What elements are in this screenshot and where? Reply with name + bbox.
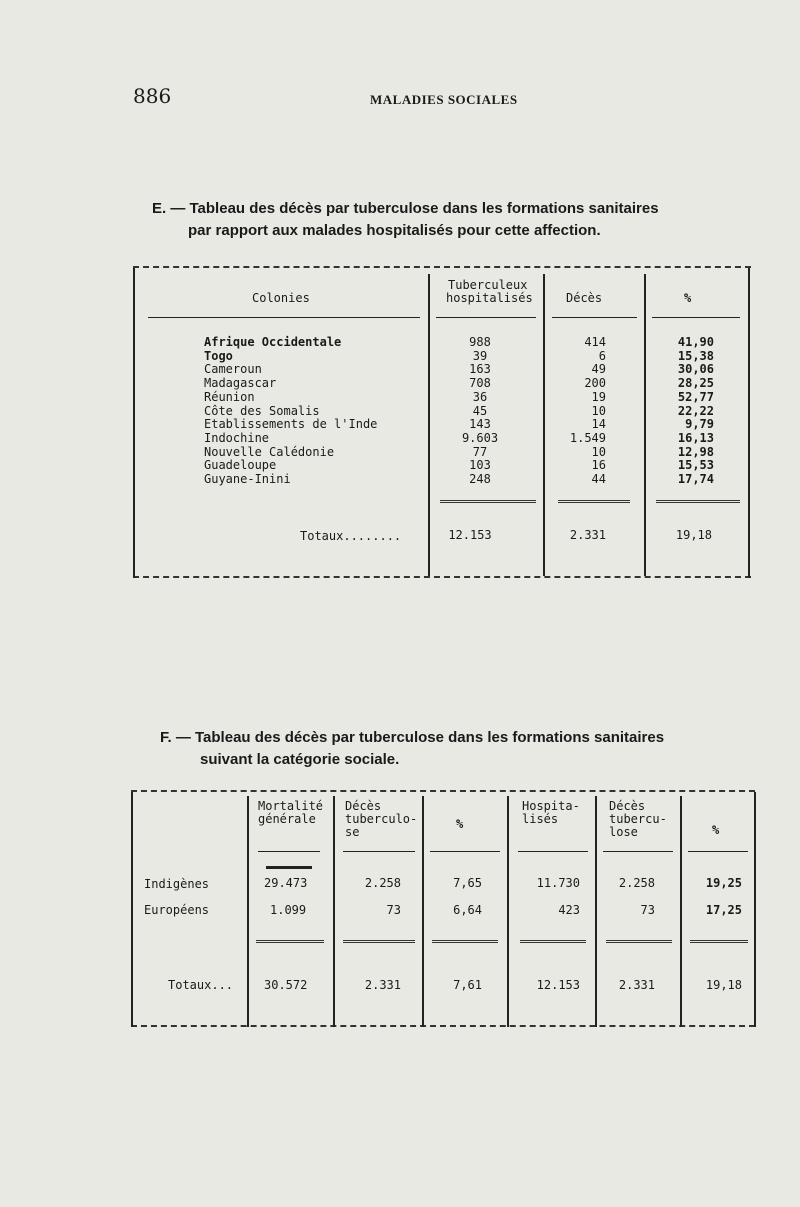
- table-e-divider-1: [428, 274, 430, 576]
- table-e-row-deces: 414: [584, 335, 606, 349]
- table-f-header-deces-3: se: [345, 825, 360, 839]
- table-e-row-colonie: Guadeloupe: [204, 458, 277, 473]
- table-f-header-percent-1: %: [456, 817, 464, 831]
- table-e-totals-percent: 19,18: [675, 528, 712, 542]
- table-e-row-hosp: 988: [469, 335, 491, 349]
- table-e-row-deces: 19: [591, 389, 606, 404]
- table-e-row-hosp: 163: [469, 362, 491, 377]
- table-e-totals-hosp: 12.153: [448, 528, 492, 542]
- running-head: MALADIES SOCIALES: [370, 92, 518, 107]
- table-e-divider-3: [644, 274, 646, 576]
- table-e-row-deces: 10: [591, 403, 606, 418]
- table-e-header-deces: Décès: [566, 291, 603, 305]
- table-e-header-colonies: Colonies: [252, 291, 310, 305]
- table-f-divider-6: [680, 796, 682, 1027]
- table-e-right-border: [748, 268, 750, 578]
- table-f-totals-percent2: 19,18: [705, 978, 742, 992]
- table-e-row-percent: 15,53: [677, 458, 714, 473]
- table-f-header-deces2-3: lose: [609, 825, 638, 839]
- table-f-row-category: Européens: [144, 903, 210, 917]
- table-f-row-mortalite: 1.099: [270, 903, 307, 917]
- table-f-row-percent: 7,65: [453, 876, 482, 890]
- table-f-top-rule: [131, 790, 755, 792]
- table-e-totals-label: Totaux........: [300, 529, 402, 543]
- table-e-header-underline-2: [436, 317, 536, 318]
- table-f-sum-rule: [690, 940, 748, 943]
- table-f-totals-percent: 7,61: [453, 978, 482, 992]
- table-e-caption: [152, 198, 752, 242]
- table-f-row-category: Indigènes: [144, 877, 210, 891]
- table-e-totals-deces: 2.331: [569, 528, 606, 542]
- table-f-row-deces2: 2.258: [618, 876, 655, 890]
- table-e-caption-line1: E. — Tableau des décès par tuberculose dans les formations sanitaires: [152, 200, 659, 217]
- table-f-totals-label: Totaux...: [168, 978, 234, 992]
- table-f-header-underline: [518, 851, 588, 852]
- table-f-header-deces2-1: Décès: [609, 799, 646, 813]
- table-f-divider-3: [422, 796, 424, 1027]
- table-e-row-hosp: 708: [469, 376, 491, 391]
- table-e-row-deces: 49: [591, 362, 606, 377]
- table-e-row-deces: 16: [591, 458, 606, 473]
- table-e-row-hosp: 248: [469, 472, 491, 487]
- page-number: 886: [133, 84, 172, 108]
- table-f-sum-rule: [432, 940, 498, 943]
- table-e-header-tuberculeux-1: Tuberculeux: [448, 278, 528, 292]
- table-e-row-deces: 10: [591, 444, 606, 459]
- table-e-row-percent: 9,79: [685, 417, 714, 432]
- table-f-row-percent: 6,64: [453, 903, 482, 917]
- table-f-header-deces-1: Décès: [345, 799, 382, 813]
- table-e-row-percent: 41,90: [677, 335, 714, 349]
- table-f-totals-hosp: 12.153: [536, 978, 580, 992]
- table-f-divider-2: [333, 796, 335, 1027]
- table-e-row-colonie: Afrique Occidentale: [204, 335, 342, 349]
- table-f-row-percent2: 19,25: [705, 876, 742, 890]
- table-e-colonies-column: [204, 336, 377, 487]
- table-f-divider-4: [507, 796, 509, 1027]
- table-e-row-colonie: Réunion: [204, 389, 255, 404]
- table-e-row-colonie: Côte des Somalis: [204, 403, 320, 418]
- table-f-caption-line2: suivant la catégorie sociale.: [200, 751, 400, 768]
- table-e-row-colonie: Guyane-Inini: [204, 472, 291, 487]
- table-f-header-mortalite-1: Mortalité: [258, 799, 324, 813]
- table-e-row-hosp: 143: [469, 417, 491, 432]
- table-f-header-underline: [688, 851, 748, 852]
- table-e-hosp-column: [450, 336, 510, 487]
- table-e-row-percent: 17,74: [677, 472, 714, 487]
- table-f-row-hosp: 11.730: [536, 876, 580, 890]
- table-e-row-hosp: 103: [469, 458, 491, 473]
- table-f-caption: [160, 727, 760, 771]
- table-e-divider-2: [543, 274, 545, 576]
- table-f-header-percent-2: %: [712, 823, 720, 837]
- table-f-right-border: [754, 792, 756, 1027]
- table-e-row-percent: 28,25: [677, 376, 714, 391]
- table-e-header-underline-1: [148, 317, 420, 318]
- table-e-row-hosp: 39: [472, 348, 488, 363]
- table-f-header-underline: [343, 851, 415, 852]
- table-e-top-rule: [133, 266, 751, 268]
- table-e-row-hosp: 77: [472, 444, 488, 459]
- table-f-row-deces: 73: [386, 903, 401, 917]
- table-e-row-hosp: 9.603: [461, 430, 499, 445]
- table-e-row-colonie: Madagascar: [204, 376, 277, 391]
- table-f-left-border: [131, 792, 133, 1027]
- table-f-header-mortalite-2: générale: [258, 812, 316, 826]
- table-e-row-percent: 22,22: [677, 403, 714, 418]
- table-e-row-hosp: 45: [472, 403, 488, 418]
- table-e-caption-line2: par rapport aux malades hospitalisés pour cette affection.: [188, 222, 601, 239]
- table-e-row-colonie: Nouvelle Calédonie: [204, 444, 335, 459]
- table-f-row-mortalite: 29.473: [264, 876, 308, 890]
- table-e-row-deces: 1.549: [569, 430, 606, 445]
- table-f-totals-deces2: 2.331: [618, 978, 655, 992]
- table-f-header-hosp-1: Hospita-: [522, 799, 580, 813]
- table-e-header-underline-4: [652, 317, 740, 318]
- table-f-row-percent2: 17,25: [705, 903, 742, 917]
- table-e-sum-rule-1: [440, 500, 536, 503]
- table-f-header-hosp-2: lisés: [522, 812, 559, 826]
- table-f-totals-mortalite: 30.572: [264, 978, 308, 992]
- table-e-deces-column: [556, 336, 606, 487]
- table-f-sum-rule: [256, 940, 324, 943]
- table-e-row-percent: 12,98: [677, 444, 714, 459]
- table-e-header-percent: %: [684, 291, 692, 305]
- table-e-header-underline-3: [552, 317, 637, 318]
- table-f-row-hosp: 423: [558, 903, 580, 917]
- table-f-row-deces2: 73: [640, 903, 655, 917]
- table-e-percent-column: [664, 336, 714, 487]
- table-e-row-colonie: Cameroun: [204, 362, 262, 377]
- table-e-row-colonie: Etablissements de l'Inde: [204, 417, 378, 432]
- table-f-sum-rule: [606, 940, 672, 943]
- table-e-header-tuberculeux-2: hospitalisés: [446, 291, 533, 305]
- table-f-header-underline: [603, 851, 673, 852]
- table-f-header-deces2-2: tubercu-: [609, 812, 667, 826]
- table-f-row-deces: 2.258: [364, 876, 401, 890]
- table-e-row-deces: 6: [598, 348, 606, 363]
- table-f-sum-rule: [520, 940, 586, 943]
- table-f-sum-rule: [343, 940, 415, 943]
- table-e-left-border: [133, 268, 135, 578]
- table-e-row-deces: 200: [584, 376, 606, 391]
- table-e-row-colonie: Indochine: [204, 430, 270, 445]
- table-e-row-percent: 15,38: [677, 348, 714, 363]
- table-e-row-percent: 16,13: [677, 430, 714, 445]
- table-e-bottom-rule: [133, 576, 751, 578]
- table-f-divider-5: [595, 796, 597, 1027]
- table-e-sum-rule-2: [558, 500, 630, 503]
- table-f-caption-line1: F. — Tableau des décès par tuberculose dans les formations sanitaires: [160, 729, 665, 746]
- table-f-divider-1: [247, 796, 249, 1027]
- table-f-totals-deces: 2.331: [364, 978, 401, 992]
- table-e-row-deces: 14: [591, 417, 606, 432]
- table-e-row-deces: 44: [591, 472, 606, 487]
- table-f-mark: [266, 866, 312, 869]
- table-e-row-hosp: 36: [472, 389, 488, 404]
- table-f-header-deces-2: tuberculo-: [345, 812, 418, 826]
- table-e-row-percent: 52,77: [677, 389, 714, 404]
- table-e-row-percent: 30,06: [677, 362, 714, 377]
- table-f-header-underline: [430, 851, 500, 852]
- table-e-row-colonie: Togo: [204, 348, 233, 363]
- table-e-sum-rule-3: [656, 500, 740, 503]
- table-f-bottom-rule: [131, 1025, 755, 1027]
- table-f-header-underline: [258, 851, 320, 852]
